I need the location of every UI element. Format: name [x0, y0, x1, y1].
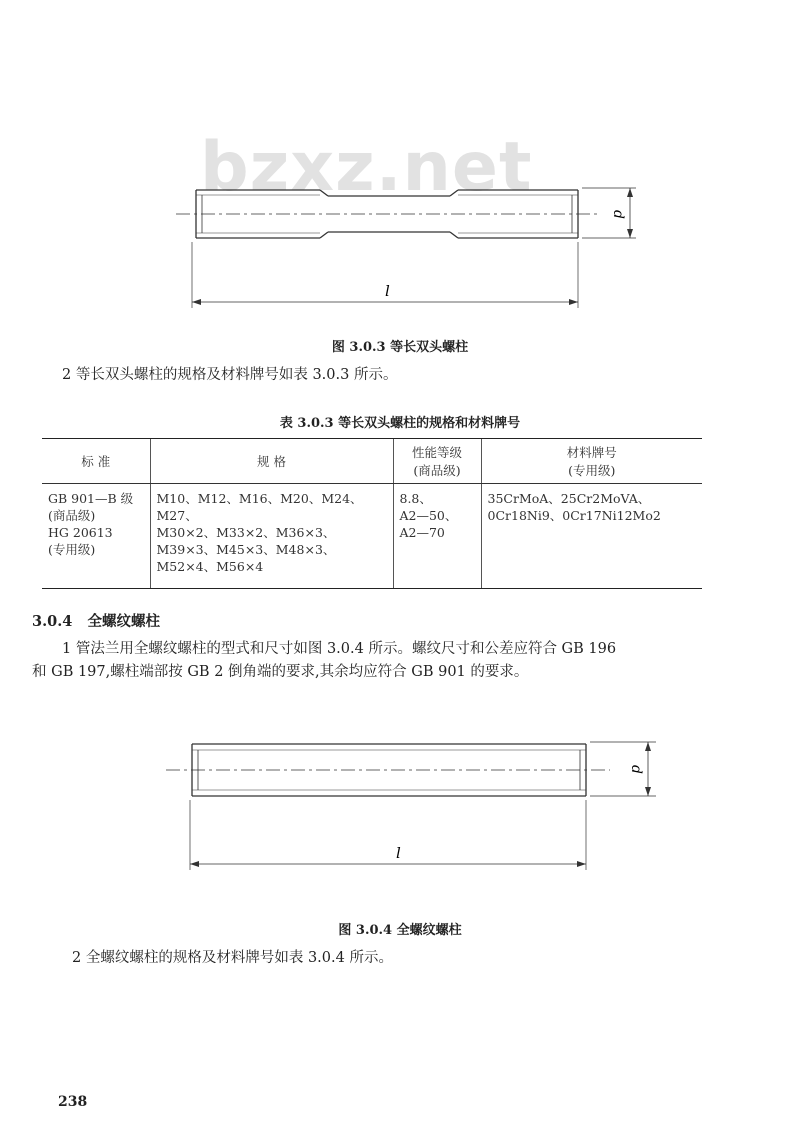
table-3-0-3 — [42, 438, 702, 589]
dim-l-label: l — [385, 282, 390, 300]
page-number: 238 — [58, 1094, 88, 1110]
table-header-row — [42, 439, 702, 484]
header-material: 材料牌号 (专用级) — [481, 439, 702, 484]
dim-d-label: d — [610, 210, 626, 219]
cell-standard: GB 901—B 级 (商品级) HG 20613 (专用级) — [42, 484, 150, 589]
section-3-0-4-heading: 3.0.4 全螺纹螺柱 — [32, 613, 161, 630]
table-3-0-3-caption: 表 3.0.3 等长双头螺柱的规格和材料牌号 — [279, 416, 521, 431]
figure-3-0-4-caption: 图 3.0.4 全螺纹螺柱 — [338, 923, 462, 938]
figure-3-0-4-drawing — [160, 722, 660, 882]
cell-grade: 8.8、 A2—50、 A2—70 — [393, 484, 481, 589]
dim-l-label: l — [396, 844, 401, 862]
header-grade: 性能等级 (商品级) — [393, 439, 481, 484]
header-spec: 规 格 — [150, 439, 393, 484]
dim-d-label: d — [628, 765, 644, 774]
figure-3-0-3-caption: 图 3.0.3 等长双头螺柱 — [331, 340, 469, 355]
section-3-0-4-para1-line2: 和 GB 197,螺柱端部按 GB 2 倒角端的要求,其余均应符合 GB 901 的要求。 — [32, 664, 529, 680]
paragraph-3-0-4: 2 全螺纹螺柱的规格及材料牌号如表 3.0.4 所示。 — [72, 950, 393, 966]
cell-material: 35CrMoA、25Cr2MoVA、 0Cr18Ni9、0Cr17Ni12Mo2 — [487, 491, 661, 523]
table-row — [42, 484, 702, 589]
section-3-0-4-para1-line1: 1 管法兰用全螺纹螺柱的型式和尺寸如图 3.0.4 所示。螺纹尺寸和公差应符合 GB 196 — [62, 641, 617, 657]
cell-spec: M10、M12、M16、M20、M24、M27、 M30×2、M33×2、M36×3、 M39×3、M45×3、M48×3、 M52×4、M56×4 — [150, 484, 393, 589]
figure-3-0-3-drawing — [170, 170, 650, 320]
paragraph-3-0-3: 2 等长双头螺柱的规格及材料牌号如表 3.0.3 所示。 — [62, 367, 398, 383]
watermark: bzxz.net — [200, 128, 533, 207]
header-standard: 标 准 — [42, 439, 150, 484]
